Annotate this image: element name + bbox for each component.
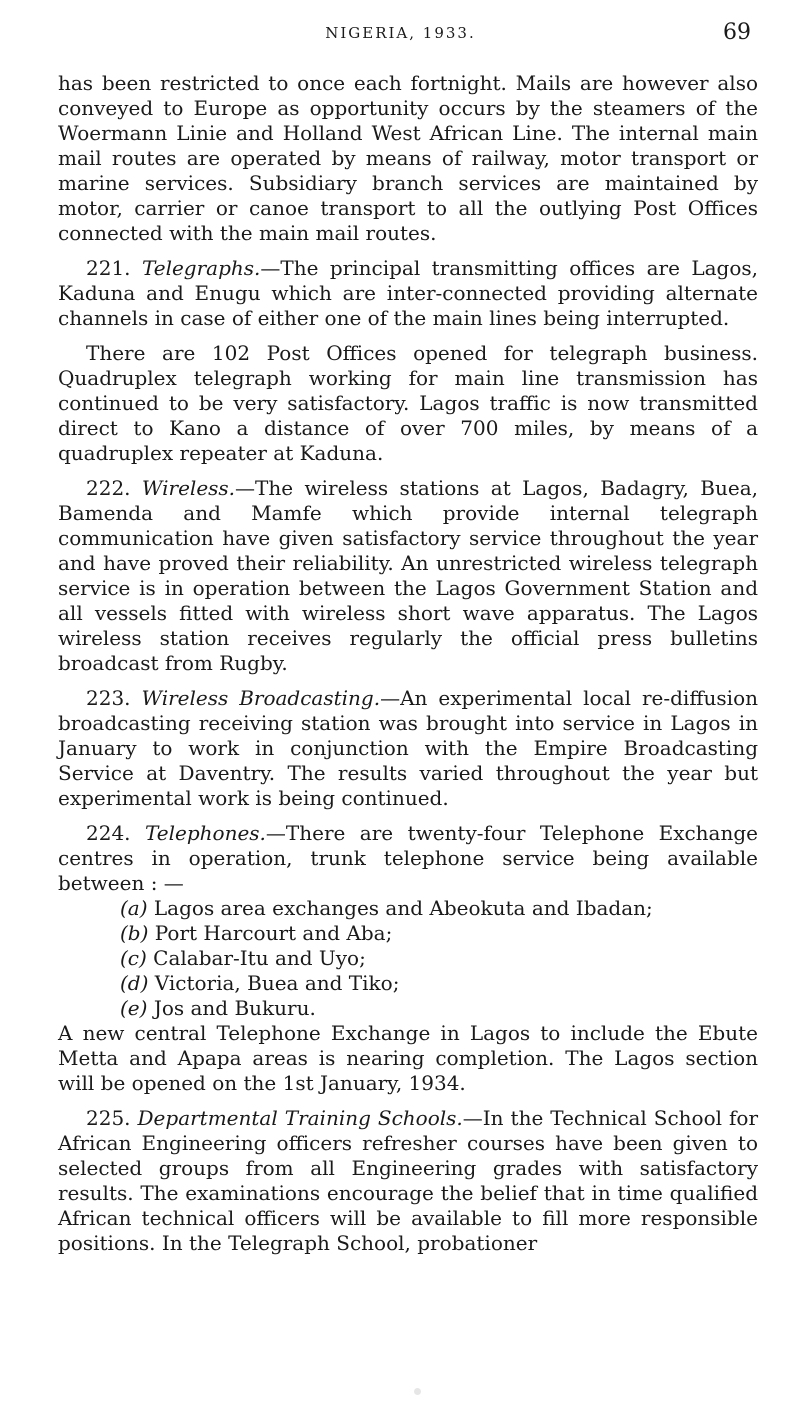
section-text: —In the Technical School for African Engineering officers refresher courses have been given to selected groups from all Engineering grades with satisfactory results. The examinations encourage the belief that in time qualified African technical officers will be available to fill more responsible positions. In the Telegraph School, probationer bbox=[58, 1106, 759, 1255]
paragraph-222 bbox=[58, 476, 758, 676]
list-item bbox=[58, 996, 758, 1021]
paragraph-224 bbox=[58, 821, 758, 896]
running-head: NIGERIA, 1933. bbox=[325, 24, 476, 42]
list-marker: (d) bbox=[120, 971, 149, 995]
section-heading: Wireless. bbox=[141, 476, 236, 500]
section-text: —The principal transmitting offices are Lagos, Kaduna and Enugu which are inter-connected providing alternate channels in case of either one of the main lines being interrupted. bbox=[58, 256, 759, 330]
exchange-list bbox=[58, 896, 758, 1021]
section-heading: Wireless Broadcasting. bbox=[141, 686, 381, 710]
list-item bbox=[58, 971, 758, 996]
paragraph-224b: A new central Telephone Exchange in Lagos to include the Ebute Metta and Apapa areas is nearing completion. The Lagos section will be opened on the 1st January, 1934. bbox=[58, 1021, 758, 1095]
section-heading: Telephones. bbox=[144, 821, 266, 845]
ink-speck bbox=[414, 1388, 421, 1395]
page-header bbox=[0, 20, 801, 46]
paragraph-intro: has been restricted to once each fortnight. Mails are however also conveyed to Europe as opportunity occurs by the steamers of the Woermann Linie and Holland West African Line. The internal main mail routes are operated by means of railway, motor transport or marine services. Subsidiary branch services are maintained by motor, carrier or canoe transport to all the outlying Post Offices connected with the main mail routes. bbox=[58, 71, 758, 245]
paragraph-225 bbox=[58, 1106, 758, 1256]
page-body bbox=[58, 71, 758, 1266]
paragraph-223 bbox=[58, 686, 758, 811]
section-number: 221. bbox=[86, 256, 131, 280]
list-item bbox=[58, 921, 758, 946]
list-marker: (e) bbox=[120, 996, 148, 1020]
list-marker: (a) bbox=[120, 896, 148, 920]
list-text: Calabar-Itu and Uyo; bbox=[153, 946, 366, 970]
list-text: Victoria, Buea and Tiko; bbox=[154, 971, 400, 995]
list-text: Port Harcourt and Aba; bbox=[154, 921, 393, 945]
section-number: 222. bbox=[86, 476, 131, 500]
section-text: —An experimental local re-diffusion broadcasting receiving station was brought into service in Lagos in January to work in conjunction with the Empire Broadcasting Service at Daventry. The results varied throughout the year but experimental work is being continued. bbox=[58, 686, 758, 810]
page-number: 69 bbox=[723, 20, 751, 45]
list-marker: (b) bbox=[120, 921, 149, 945]
section-number: 225. bbox=[86, 1106, 131, 1130]
section-number: 223. bbox=[86, 686, 131, 710]
section-heading: Telegraphs. bbox=[141, 256, 261, 280]
list-marker: (c) bbox=[120, 946, 147, 970]
section-number: 224. bbox=[86, 821, 131, 845]
list-item bbox=[58, 946, 758, 971]
section-text: —The wireless stations at Lagos, Badagry, Buea, Bamenda and Mamfe which provide internal telegraph communication have given satisfactory service throughout the year and have proved their reliability. An unrestricted wireless telegraph service is in operation between the Lagos Government Station and all vessels fitted with wireless short wave apparatus. The Lagos wireless station receives regularly the official press bulletins broadcast from Rugby. bbox=[58, 476, 758, 675]
list-item bbox=[58, 896, 758, 921]
section-heading: Departmental Training Schools. bbox=[137, 1106, 463, 1130]
list-text: Lagos area exchanges and Abeokuta and Ibadan; bbox=[153, 896, 653, 920]
section-text: —There are twenty-four Telephone Exchange centres in operation, trunk telephone service being available between : — bbox=[58, 821, 758, 895]
paragraph-221 bbox=[58, 256, 758, 331]
list-text: Jos and Bukuru. bbox=[153, 996, 316, 1020]
paragraph-221b: There are 102 Post Offices opened for telegraph business. Quadruplex telegraph working for main line transmission has continued to be very satisfactory. Lagos traffic is now transmitted direct to Kano a distance of over 700 miles, by means of a quadruplex repeater at Kaduna. bbox=[58, 341, 758, 465]
